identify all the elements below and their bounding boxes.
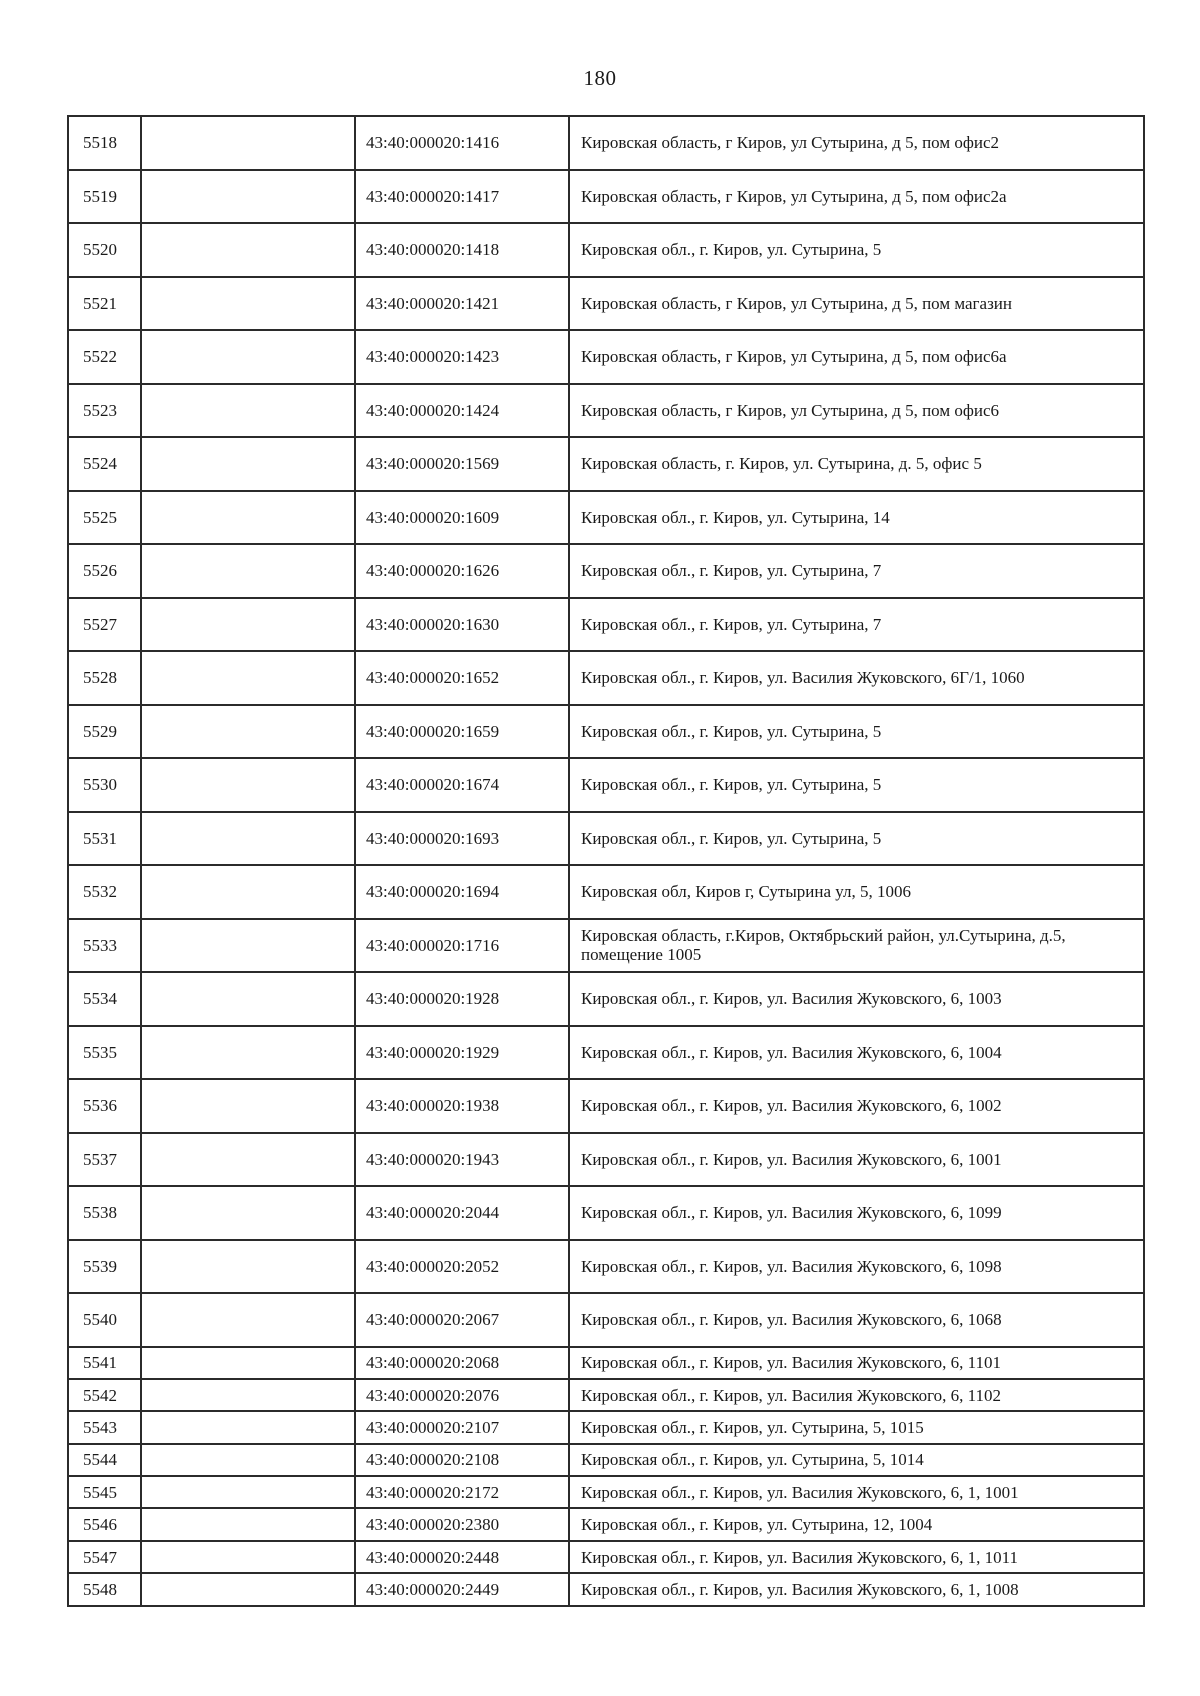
owner-cell xyxy=(141,1026,355,1080)
row-number: 5524 xyxy=(68,437,141,491)
address: Кировская обл., г. Киров, ул. Сутырина, 5 xyxy=(569,758,1144,812)
cadastral-number: 43:40:000020:1417 xyxy=(355,170,569,224)
address: Кировская обл., г. Киров, ул. Сутырина, 7 xyxy=(569,544,1144,598)
owner-cell xyxy=(141,330,355,384)
cadastral-number: 43:40:000020:2107 xyxy=(355,1411,569,1443)
address: Кировская обл., г. Киров, ул. Василия Жуковского, 6, 1, 1008 xyxy=(569,1573,1144,1605)
cadastral-number: 43:40:000020:2052 xyxy=(355,1240,569,1294)
address: Кировская область, г Киров, ул Сутырина, д 5, пом магазин xyxy=(569,277,1144,331)
cadastral-number: 43:40:000020:1693 xyxy=(355,812,569,866)
address: Кировская обл., г. Киров, ул. Василия Жуковского, 6, 1101 xyxy=(569,1347,1144,1379)
table-row xyxy=(68,1026,1144,1080)
row-number: 5545 xyxy=(68,1476,141,1508)
address: Кировская область, г Киров, ул Сутырина, д 5, пом офис6а xyxy=(569,330,1144,384)
row-number: 5541 xyxy=(68,1347,141,1379)
table-row xyxy=(68,491,1144,545)
row-number: 5527 xyxy=(68,598,141,652)
cadastral-number: 43:40:000020:1929 xyxy=(355,1026,569,1080)
cadastral-number: 43:40:000020:1630 xyxy=(355,598,569,652)
row-number: 5530 xyxy=(68,758,141,812)
table-row xyxy=(68,1186,1144,1240)
cadastral-number: 43:40:000020:1938 xyxy=(355,1079,569,1133)
row-number: 5529 xyxy=(68,705,141,759)
row-number: 5536 xyxy=(68,1079,141,1133)
row-number: 5543 xyxy=(68,1411,141,1443)
row-number: 5521 xyxy=(68,277,141,331)
address: Кировская обл., г. Киров, ул. Василия Жуковского, 6, 1004 xyxy=(569,1026,1144,1080)
cadastral-number: 43:40:000020:1609 xyxy=(355,491,569,545)
row-number: 5525 xyxy=(68,491,141,545)
owner-cell xyxy=(141,1079,355,1133)
cadastral-number: 43:40:000020:1652 xyxy=(355,651,569,705)
table-row xyxy=(68,544,1144,598)
owner-cell xyxy=(141,116,355,170)
address: Кировская обл., г. Киров, ул. Василия Жуковского, 6, 1, 1001 xyxy=(569,1476,1144,1508)
row-number: 5533 xyxy=(68,919,141,973)
address: Кировская область, г.Киров, Октябрьский район, ул.Сутырина, д.5, помещение 1005 xyxy=(569,919,1144,973)
owner-cell xyxy=(141,277,355,331)
cadastral-number: 43:40:000020:2380 xyxy=(355,1508,569,1540)
page-number: 180 xyxy=(583,66,617,90)
cadastral-number: 43:40:000020:1674 xyxy=(355,758,569,812)
owner-cell xyxy=(141,544,355,598)
row-number: 5523 xyxy=(68,384,141,438)
cadastral-number: 43:40:000020:1569 xyxy=(355,437,569,491)
cadastral-number: 43:40:000020:1659 xyxy=(355,705,569,759)
table-row xyxy=(68,1541,1144,1573)
row-number: 5534 xyxy=(68,972,141,1026)
table-row xyxy=(68,116,1144,170)
table-row xyxy=(68,437,1144,491)
owner-cell xyxy=(141,1293,355,1347)
row-number: 5532 xyxy=(68,865,141,919)
owner-cell xyxy=(141,1541,355,1573)
table-row xyxy=(68,972,1144,1026)
table-row xyxy=(68,1444,1144,1476)
row-number: 5519 xyxy=(68,170,141,224)
owner-cell xyxy=(141,1240,355,1294)
owner-cell xyxy=(141,1508,355,1540)
owner-cell xyxy=(141,1573,355,1605)
cadastral-number: 43:40:000020:2108 xyxy=(355,1444,569,1476)
owner-cell xyxy=(141,919,355,973)
address: Кировская обл., г. Киров, ул. Василия Жуковского, 6, 1003 xyxy=(569,972,1144,1026)
cadastral-number: 43:40:000020:2076 xyxy=(355,1379,569,1411)
row-number: 5539 xyxy=(68,1240,141,1294)
owner-cell xyxy=(141,437,355,491)
owner-cell xyxy=(141,223,355,277)
table-row xyxy=(68,1347,1144,1379)
address: Кировская обл., г. Киров, ул. Сутырина, 7 xyxy=(569,598,1144,652)
owner-cell xyxy=(141,1476,355,1508)
cadastral-number: 43:40:000020:1416 xyxy=(355,116,569,170)
table-row xyxy=(68,1293,1144,1347)
table-row xyxy=(68,1240,1144,1294)
owner-cell xyxy=(141,1186,355,1240)
table-row xyxy=(68,1379,1144,1411)
owner-cell xyxy=(141,758,355,812)
address: Кировская обл., г. Киров, ул. Сутырина, 5 xyxy=(569,223,1144,277)
table-row xyxy=(68,330,1144,384)
address: Кировская область, г Киров, ул Сутырина, д 5, пом офис6 xyxy=(569,384,1144,438)
owner-cell xyxy=(141,491,355,545)
row-number: 5537 xyxy=(68,1133,141,1187)
row-number: 5535 xyxy=(68,1026,141,1080)
address: Кировская обл., г. Киров, ул. Сутырина, 5 xyxy=(569,705,1144,759)
table-row xyxy=(68,170,1144,224)
owner-cell xyxy=(141,865,355,919)
owner-cell xyxy=(141,1347,355,1379)
row-number: 5542 xyxy=(68,1379,141,1411)
address: Кировская обл., г. Киров, ул. Сутырина, 14 xyxy=(569,491,1144,545)
address: Кировская обл., г. Киров, ул. Василия Жуковского, 6, 1002 xyxy=(569,1079,1144,1133)
row-number: 5520 xyxy=(68,223,141,277)
cadastral-number: 43:40:000020:1424 xyxy=(355,384,569,438)
table-row xyxy=(68,1573,1144,1605)
cadastral-number: 43:40:000020:2448 xyxy=(355,1541,569,1573)
table-row xyxy=(68,812,1144,866)
address: Кировская область, г. Киров, ул. Сутырина, д. 5, офис 5 xyxy=(569,437,1144,491)
address: Кировская обл., г. Киров, ул. Василия Жуковского, 6, 1001 xyxy=(569,1133,1144,1187)
cadastral-number: 43:40:000020:2068 xyxy=(355,1347,569,1379)
table-row xyxy=(68,1508,1144,1540)
owner-cell xyxy=(141,812,355,866)
row-number: 5526 xyxy=(68,544,141,598)
address: Кировская обл., г. Киров, ул. Василия Жуковского, 6, 1, 1011 xyxy=(569,1541,1144,1573)
table-row xyxy=(68,1476,1144,1508)
row-number: 5538 xyxy=(68,1186,141,1240)
cadastral-number: 43:40:000020:1943 xyxy=(355,1133,569,1187)
owner-cell xyxy=(141,705,355,759)
owner-cell xyxy=(141,384,355,438)
property-table xyxy=(67,115,1145,1607)
row-number: 5544 xyxy=(68,1444,141,1476)
row-number: 5548 xyxy=(68,1573,141,1605)
table-row xyxy=(68,919,1144,973)
address: Кировская обл., г. Киров, ул. Сутырина, 5, 1015 xyxy=(569,1411,1144,1443)
table-row xyxy=(68,758,1144,812)
row-number: 5522 xyxy=(68,330,141,384)
row-number: 5531 xyxy=(68,812,141,866)
owner-cell xyxy=(141,1133,355,1187)
owner-cell xyxy=(141,1444,355,1476)
cadastral-number: 43:40:000020:1423 xyxy=(355,330,569,384)
cadastral-number: 43:40:000020:1421 xyxy=(355,277,569,331)
row-number: 5547 xyxy=(68,1541,141,1573)
owner-cell xyxy=(141,972,355,1026)
row-number: 5528 xyxy=(68,651,141,705)
cadastral-number: 43:40:000020:2449 xyxy=(355,1573,569,1605)
cadastral-number: 43:40:000020:2172 xyxy=(355,1476,569,1508)
address: Кировская область, г Киров, ул Сутырина, д 5, пом офис2 xyxy=(569,116,1144,170)
table-row xyxy=(68,1079,1144,1133)
address: Кировская обл., г. Киров, ул. Сутырина, 5, 1014 xyxy=(569,1444,1144,1476)
table-row xyxy=(68,651,1144,705)
address: Кировская обл., г. Киров, ул. Василия Жуковского, 6, 1099 xyxy=(569,1186,1144,1240)
table-row xyxy=(68,223,1144,277)
owner-cell xyxy=(141,1379,355,1411)
cadastral-number: 43:40:000020:1716 xyxy=(355,919,569,973)
address: Кировская обл., г. Киров, ул. Сутырина, 12, 1004 xyxy=(569,1508,1144,1540)
property-table-body xyxy=(68,116,1144,1606)
cadastral-number: 43:40:000020:2067 xyxy=(355,1293,569,1347)
cadastral-number: 43:40:000020:1626 xyxy=(355,544,569,598)
cadastral-number: 43:40:000020:2044 xyxy=(355,1186,569,1240)
cadastral-number: 43:40:000020:1418 xyxy=(355,223,569,277)
cadastral-number: 43:40:000020:1928 xyxy=(355,972,569,1026)
row-number: 5540 xyxy=(68,1293,141,1347)
address: Кировская обл., г. Киров, ул. Василия Жуковского, 6, 1098 xyxy=(569,1240,1144,1294)
address: Кировская обл., г. Киров, ул. Сутырина, 5 xyxy=(569,812,1144,866)
address: Кировская область, г Киров, ул Сутырина, д 5, пом офис2а xyxy=(569,170,1144,224)
table-row xyxy=(68,1411,1144,1443)
row-number: 5546 xyxy=(68,1508,141,1540)
owner-cell xyxy=(141,170,355,224)
owner-cell xyxy=(141,598,355,652)
address: Кировская обл., г. Киров, ул. Василия Жуковского, 6Г/1, 1060 xyxy=(569,651,1144,705)
table-row xyxy=(68,384,1144,438)
cadastral-number: 43:40:000020:1694 xyxy=(355,865,569,919)
address: Кировская обл, Киров г, Сутырина ул, 5, 1006 xyxy=(569,865,1144,919)
address: Кировская обл., г. Киров, ул. Василия Жуковского, 6, 1068 xyxy=(569,1293,1144,1347)
table-row xyxy=(68,865,1144,919)
table-row xyxy=(68,1133,1144,1187)
table-row xyxy=(68,705,1144,759)
row-number: 5518 xyxy=(68,116,141,170)
owner-cell xyxy=(141,1411,355,1443)
owner-cell xyxy=(141,651,355,705)
table-row xyxy=(68,598,1144,652)
table-row xyxy=(68,277,1144,331)
address: Кировская обл., г. Киров, ул. Василия Жуковского, 6, 1102 xyxy=(569,1379,1144,1411)
